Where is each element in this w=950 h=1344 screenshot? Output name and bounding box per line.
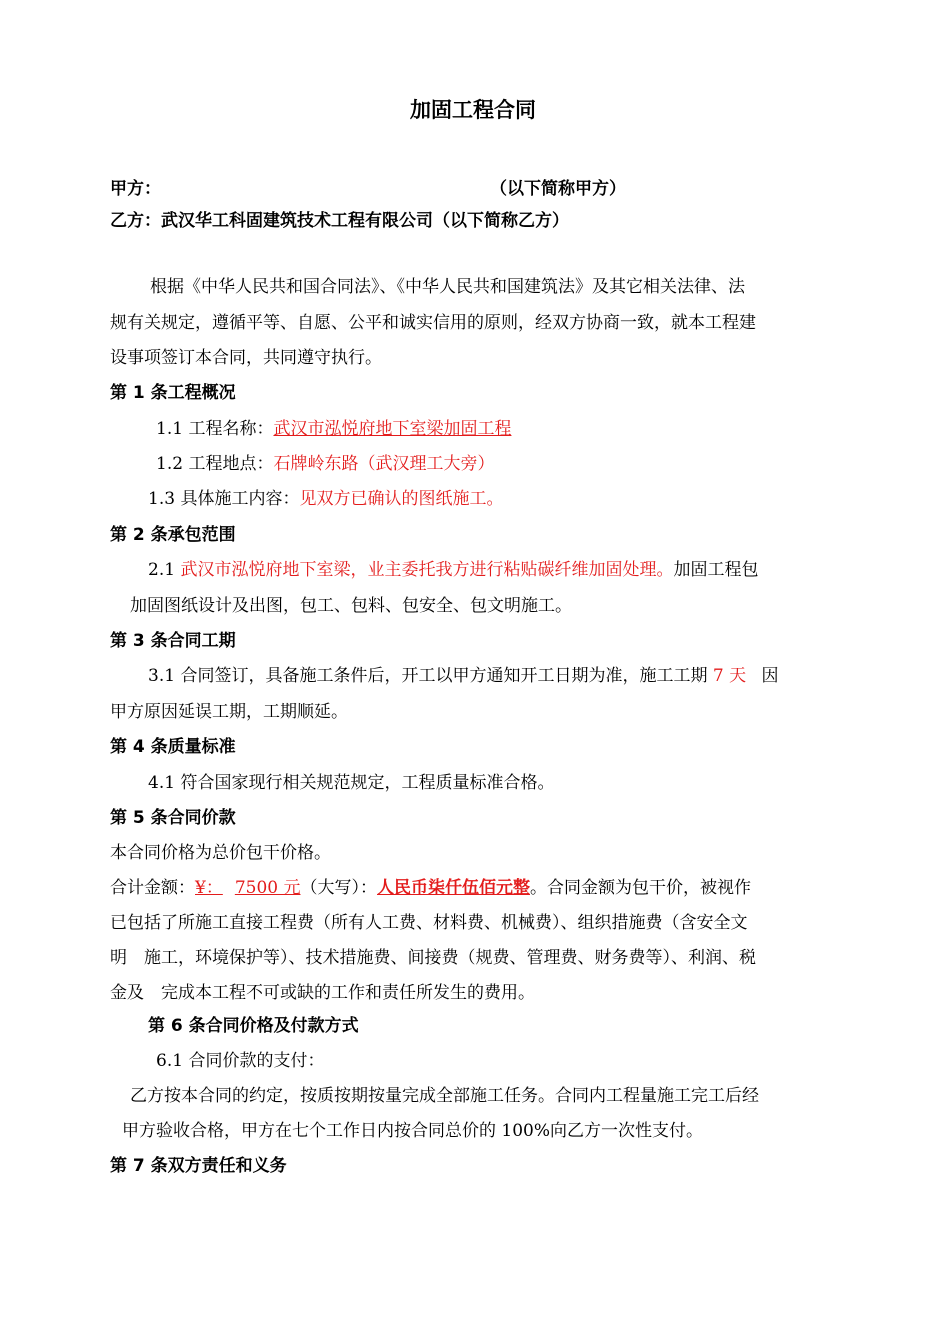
art1-name-value: 武汉市泓悦府地下室梁加固工程	[273, 419, 512, 439]
art5-line-3: 已包括了所施工直接工程费（所有人工费、材料费、机械费）、组织措施费（含安全文	[110, 913, 748, 933]
art3-days: 7 天	[712, 666, 747, 686]
art1-name-label: 1.1 工程名称：	[156, 419, 274, 439]
art5-line-5: 金及 完成本工程不可或缺的工作和责任所发生的费用。	[110, 983, 535, 1003]
preamble-line-1	[150, 276, 848, 298]
page-title: 加固工程合同	[410, 98, 536, 122]
art1-site-value: 石牌岭东路（武汉理工大旁）	[273, 454, 495, 474]
art5-line-4: 明 施工，环境保护等）、技术措施费、间接费（规费、管理费、财务费等）、利润、税	[110, 948, 756, 968]
art7-heading: 第 7 条双方责任和义务	[110, 1156, 287, 1176]
art3-line-2: 甲方原因延误工期，工期顺延。	[110, 702, 348, 722]
art5-after: 。合同金额为包干价，被视作	[530, 878, 751, 898]
art2-black-text: 加固工程包	[673, 560, 759, 580]
art5-amount: 7500 元	[234, 878, 301, 898]
art6-heading: 第 6 条合同价格及付款方式	[148, 1016, 359, 1036]
art3-line-1	[148, 665, 779, 687]
art5-upper-label: （大写）：	[300, 878, 377, 898]
art4-heading: 第 4 条质量标准	[110, 737, 236, 757]
art6-line-2: 甲方验收合格，甲方在七个工作日内按合同总价的 100%向乙方一次性支付。	[122, 1121, 704, 1141]
art5-heading: 第 5 条合同价款	[110, 808, 236, 828]
art1-name-row	[156, 418, 511, 440]
art1-content-row	[148, 488, 503, 510]
art1-site-label: 1.2 工程地点：	[156, 454, 274, 474]
art5-total-row	[110, 877, 751, 899]
art1-site-row	[156, 453, 494, 475]
art2-heading: 第 2 条承包范围	[110, 525, 236, 545]
preamble-line-2: 规有关规定，遵循平等、自愿、公平和诚实信用的原则，经双方协商一致，就本工程建	[110, 313, 756, 333]
party-a-label: 甲方：	[110, 179, 161, 199]
art5-total-label: 合计金额：	[110, 878, 195, 898]
art4-line-1: 4.1 符合国家现行相关规范规定，工程质量标准合格。	[148, 773, 555, 793]
art2-red-text: 武汉市泓悦府地下室梁，业主委托我方进行粘贴碳纤维加固处理。	[180, 560, 674, 580]
preamble-line-3: 设事项签订本合同，共同遵守执行。	[110, 348, 382, 368]
art2-line-2: 加固图纸设计及出图，包工、包料、包安全、包文明施工。	[130, 596, 572, 616]
art5-upper-value: 人民币柒仟伍佰元整	[377, 878, 530, 898]
art1-heading: 第 1 条工程概况	[110, 383, 236, 403]
art1-content-value: 见双方已确认的图纸施工。	[299, 489, 504, 509]
art2-line-1	[148, 559, 758, 581]
party-a-suffix: （以下简称甲方）	[490, 179, 626, 199]
art3-line-1-tail: 因	[761, 666, 779, 686]
art5-line-1: 本合同价格为总价包干价格。	[110, 843, 331, 863]
art3-line-1-text: 3.1 合同签订，具备施工条件后，开工以甲方通知开工日期为准，施工工期	[148, 666, 708, 686]
preamble-text-1: 根据《中华人民共和国合同法》、《中华人民共和国建筑法》及其它相关法律、法	[150, 277, 745, 297]
party-b-line: 乙方：武汉华工科固建筑技术工程有限公司（以下简称乙方）	[110, 211, 569, 231]
art5-yen: ¥：	[195, 878, 223, 898]
art6-line-1: 乙方按本合同的约定，按质按期按量完成全部施工任务。合同内工程量施工完工后经	[130, 1086, 759, 1106]
art6-sub: 6.1 合同价款的支付：	[156, 1051, 325, 1071]
art1-content-label: 1.3 具体施工内容：	[148, 489, 300, 509]
art3-heading: 第 3 条合同工期	[110, 631, 236, 651]
art2-num: 2.1	[148, 560, 181, 580]
